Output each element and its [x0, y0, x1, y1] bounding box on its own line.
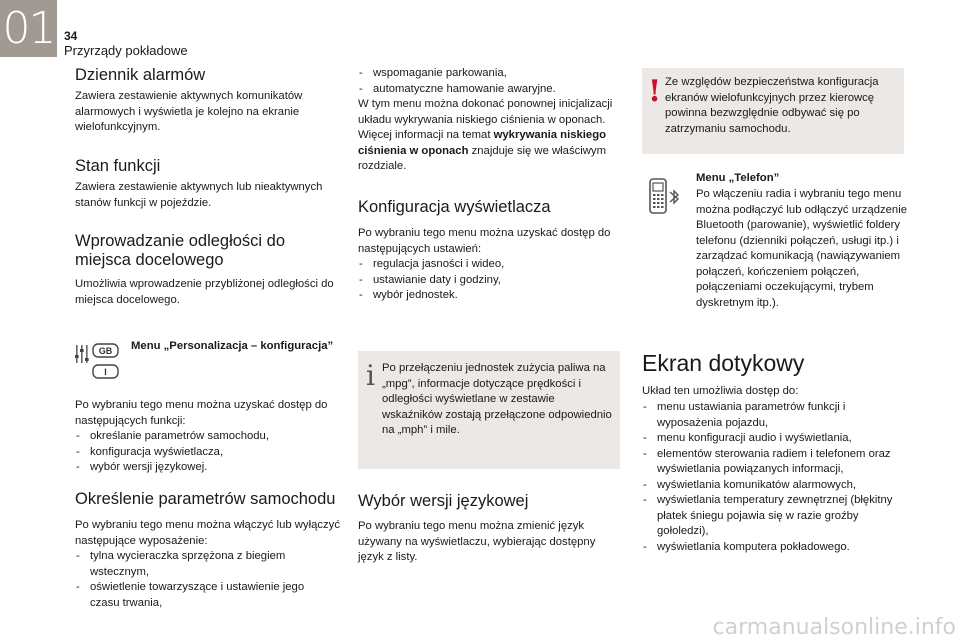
text-wprowadzanie-odleglosci: Umożliwia wprowadzenie przybliżonej odległości do miejsca docelowego.	[75, 278, 334, 306]
heading-konfiguracja-wyswietlacza: Konfiguracja wyświetlacza	[358, 198, 551, 216]
heading-menu-personalizacja: Menu „Personalizacja – konfiguracja”	[131, 340, 334, 352]
list-item: - menu ustawiania parametrów funkcji i wyposażenia pojazdu,	[642, 400, 904, 431]
icon-label-i: I	[104, 367, 107, 377]
text-okreslenie-parametrow: Po wybraniu tego menu można włączyć lub wyłączyć następujące wyposażenie:	[75, 519, 340, 547]
text-tpms-bold: wykrywania niskiego ciśnienia w oponach	[358, 129, 606, 157]
list-item: - elementów sterowania radiem i telefonem oraz wyświetlania powiązanych informacji,	[642, 447, 904, 478]
list-item: - określanie parametrów samochodu,	[75, 429, 345, 445]
heading-okreslenie-parametrow: Określenie parametrów samochodu	[75, 490, 336, 508]
text-ekran-dotykowy: Układ ten umożliwia dostęp do:	[642, 385, 799, 397]
text-stan-funkcji: Zawiera zestawienie aktywnych lub nieaktywnych stanów funkcji w pojeździe.	[75, 181, 323, 209]
bluetooth-phone-icon	[648, 176, 682, 216]
text-tpms-reinit	[358, 97, 620, 175]
icon-label-gb: GB	[98, 346, 113, 356]
list-item: - tylna wycieraczka sprzężona z biegiem wstecznym,	[75, 549, 325, 580]
heading-stan-funkcji: Stan funkcji	[75, 157, 161, 175]
list-item: - wspomaganie parkowania,	[358, 66, 620, 82]
warning-icon: !	[648, 74, 662, 109]
page-number: 34	[64, 29, 78, 43]
list-item: - wybór wersji językowej.	[75, 460, 345, 476]
heading-dziennik-alarmow: Dziennik alarmów	[75, 66, 206, 84]
list-item: - konfiguracja wyświetlacza,	[75, 445, 345, 461]
list-item: - wyświetlania komunikatów alarmowych,	[642, 478, 904, 494]
heading-ekran-dotykowy: Ekran dotykowy	[642, 350, 805, 376]
chapter-number-box: 01	[0, 0, 57, 57]
text-menu-personalizacja: Po wybraniu tego menu można uzyskać dostęp do następujących funkcji:	[75, 399, 328, 427]
list-continued-functions	[358, 66, 620, 97]
list-menu-personalizacja	[75, 429, 345, 476]
list-item: - oświetlenie towarzyszące i ustawienie jego czasu trwania,	[75, 580, 325, 611]
list-konfiguracja-wyswietlacza	[358, 257, 620, 304]
list-item: - wybór jednostek.	[358, 288, 620, 304]
list-okreslenie-parametrow	[75, 549, 325, 611]
list-item: - menu konfiguracji audio i wyświetlania,	[642, 431, 904, 447]
text-tpms-b: znajduje się we właściwym rozdziale.	[358, 144, 606, 172]
info-icon: i	[366, 359, 375, 392]
heading-menu-telefon: Menu „Telefon”	[696, 172, 780, 184]
warning-note-text: Ze względów bezpieczeństwa konfiguracja ekranów wielofunkcyjnych przez kierowcę powinna bezwzględnie odbywać się po zatrzymaniu samochodu.	[665, 76, 879, 135]
heading-wybor-wersji-jezykowej: Wybór wersji językowej	[358, 492, 529, 510]
language-menu-icon	[75, 342, 120, 382]
text-menu-telefon: Po włączeniu radia i wybraniu tego menu można podłączyć lub odłączyć urządzenie Bluetooth (parowanie), wyświetlić foldery telefonu (dzienniki połączeń, usługi itp.) i zarządzać komunikacją (nawiązywaniem połączeń, kończeniem połączeń, połączeniami oczekującymi, trybem dyskretnym itp.).	[696, 188, 907, 309]
list-item: - ustawianie daty i godziny,	[358, 273, 620, 289]
text-dziennik-alarmow: Zawiera zestawienie aktywnych komunikatów alarmowych i wyświetla je kolejno na ekranie wielofunkcyjnym.	[75, 90, 303, 133]
list-item: - wyświetlania temperatury zewnętrznej (błękitny płatek śniegu pojawia się w razie groźby gołoledzi),	[642, 493, 904, 540]
list-item: - automatyczne hamowanie awaryjne.	[358, 82, 620, 98]
text-wybor-wersji-jezykowej: Po wybraniu tego menu można zmienić język używany na wyświetlaczu, wybierając dostępny język z listy.	[358, 520, 596, 563]
info-note-text: Po przełączeniu jednostek zużycia paliwa na „mpg”, informacje dotyczące prędkości i odległości wyświetlane w zestawie wskaźników zostają przełączone odpowiednio na „mph” i mile.	[382, 362, 612, 436]
list-item: - regulacja jasności i wideo,	[358, 257, 620, 273]
heading-wprowadzanie-odleglosci: Wprowadzanie odległości do miejsca docelowego	[75, 232, 286, 269]
section-title: Przyrządy pokładowe	[64, 43, 188, 58]
text-konfiguracja-wyswietlacza: Po wybraniu tego menu można uzyskać dostęp do następujących ustawień:	[358, 227, 611, 255]
text-tpms-a: W tym menu można dokonać ponownej inicjalizacji układu wykrywania niskiego ciśnienia w oponach. Więcej informacji na temat	[358, 98, 613, 141]
warning-note-box	[642, 68, 904, 154]
info-note-box	[358, 351, 620, 469]
watermark: carmanualsonline.info	[712, 615, 956, 640]
list-ekran-dotykowy	[642, 400, 904, 555]
list-item: - wyświetlania komputera pokładowego.	[642, 540, 904, 556]
